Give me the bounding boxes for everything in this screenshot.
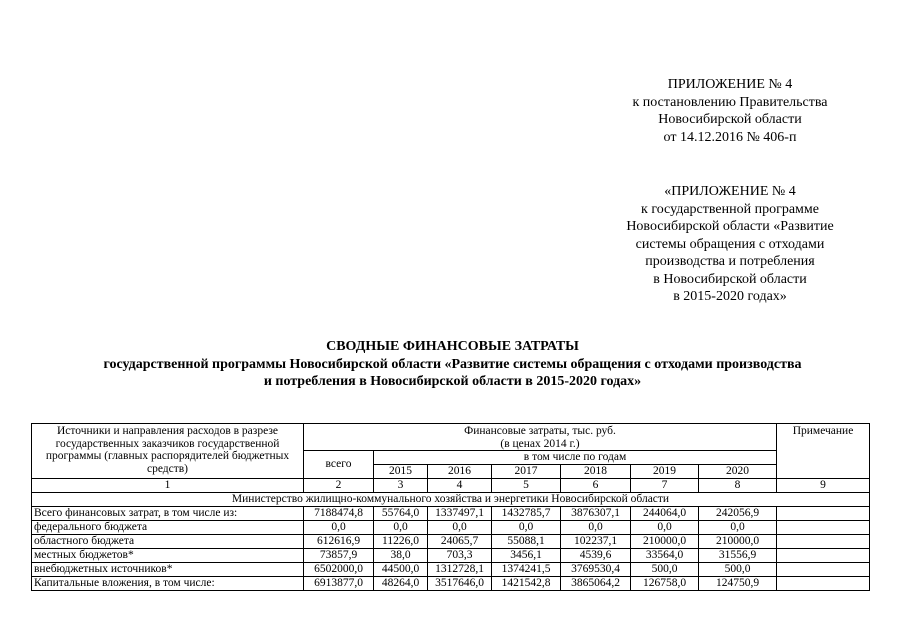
cell-value: 0,0 [304,521,374,535]
cell-value: 55764,0 [374,507,428,521]
header-costs-line: Финансовые затраты, тыс. руб. [464,425,616,437]
row-label: местных бюджетов* [32,549,304,563]
appendix-program-line: производства и потребления [645,254,815,269]
column-number: 8 [699,479,777,493]
appendix-program-line: «ПРИЛОЖЕНИЕ № 4 [664,184,796,199]
header-year: 2018 [561,465,631,479]
appendix-program-line: системы обращения с отходами [635,236,825,252]
section-row [32,493,870,507]
cell-value: 1421542,8 [492,577,561,591]
header-year: 2019 [631,465,699,479]
cell-note [777,535,870,549]
appendix-program-line: к государственной программе [641,201,819,217]
appendix-program-line: Новосибирской области «Развитие [626,219,834,234]
table-row [32,507,870,521]
row-label: Капитальные вложения, в том числе: [32,577,304,591]
column-number: 3 [374,479,428,493]
cell-note [777,521,870,535]
column-number: 1 [32,479,304,493]
cell-value: 124750,9 [699,577,777,591]
cell-value: 500,0 [699,563,777,577]
appendix-program-line: в 2015-2020 годах» [673,289,787,304]
header-total: всего [304,451,374,479]
cell-value: 0,0 [631,521,699,535]
cell-value: 0,0 [699,521,777,535]
cell-value: 1432785,7 [492,507,561,521]
heading-subtitle-line: государственной программы Новосибирской области «Развитие системы обращения с отходами производства [103,356,802,372]
column-number: 4 [428,479,492,493]
appendix-program-line: в Новосибирской области [653,271,807,287]
column-number: 6 [561,479,631,493]
cell-value: 612616,9 [304,535,374,549]
header-sources: Источники и направления расходов в разрезе государственных заказчиков государственной программы (главных распорядителей бюджетных средств) [32,424,304,479]
cell-note [777,549,870,563]
cell-value: 7188474,8 [304,507,374,521]
column-number: 2 [304,479,374,493]
cell-value: 500,0 [631,563,699,577]
cell-value: 3865064,2 [561,577,631,591]
appendix-decree-line: Новосибирской области [658,112,802,127]
cell-value: 3517646,0 [428,577,492,591]
row-label: федерального бюджета [32,521,304,535]
heading-subtitle-line: и потребления в Новосибирской области в 2015-2020 годах» [263,374,642,389]
heading-title: СВОДНЫЕ ФИНАНСОВЫЕ ЗАТРАТЫ [326,339,579,354]
cell-value: 3769530,4 [561,563,631,577]
cell-value: 48264,0 [374,577,428,591]
appendix-decree-block [590,76,870,146]
cell-value: 102237,1 [561,535,631,549]
cell-value: 1374241,5 [492,563,561,577]
header-costs-line: (в ценах 2014 г.) [500,437,580,450]
header-year: 2015 [374,465,428,479]
cell-value: 0,0 [561,521,631,535]
cell-value: 3876307,1 [561,507,631,521]
cell-value: 210000,0 [631,535,699,549]
header-year: 2020 [699,465,777,479]
cell-value: 24065,7 [428,535,492,549]
financial-costs-table [31,423,870,591]
cell-value: 31556,9 [699,549,777,563]
header-note: Примечание [777,424,870,479]
cell-value: 55088,1 [492,535,561,549]
table-row [32,521,870,535]
cell-value: 73857,9 [304,549,374,563]
cell-value: 244064,0 [631,507,699,521]
row-label: областного бюджета [32,535,304,549]
header-year: 2017 [492,465,561,479]
table-body [32,507,870,591]
cell-value: 210000,0 [699,535,777,549]
table-row [32,577,870,591]
cell-note [777,563,870,577]
cell-value: 44500,0 [374,563,428,577]
cell-value: 38,0 [374,549,428,563]
cell-note [777,507,870,521]
table-row [32,563,870,577]
section-title: Министерство жилищно-коммунального хозяйства и энергетики Новосибирской области [32,493,870,507]
cell-value: 0,0 [374,521,428,535]
column-numbers-row [32,479,870,493]
cell-value: 6502000,0 [304,563,374,577]
row-label: внебюджетных источников* [32,563,304,577]
row-label: Всего финансовых затрат, в том числе из: [32,507,304,521]
cell-value: 1337497,1 [428,507,492,521]
cell-value: 703,3 [428,549,492,563]
appendix-decree-line: к постановлению Правительства [632,94,828,110]
document-heading [40,338,865,391]
table-row [32,535,870,549]
column-number: 7 [631,479,699,493]
cell-note [777,577,870,591]
column-number: 5 [492,479,561,493]
cell-value: 6913877,0 [304,577,374,591]
table-header-row [32,424,870,451]
cell-value: 0,0 [428,521,492,535]
header-costs [304,424,777,451]
cell-value: 4539,6 [561,549,631,563]
appendix-program-block [590,183,870,306]
cell-value: 126758,0 [631,577,699,591]
cell-value: 242056,9 [699,507,777,521]
cell-value: 1312728,1 [428,563,492,577]
header-by-years: в том числе по годам [374,451,777,465]
cell-value: 11226,0 [374,535,428,549]
cell-value: 3456,1 [492,549,561,563]
cell-value: 33564,0 [631,549,699,563]
header-year: 2016 [428,465,492,479]
column-number: 9 [777,479,870,493]
cell-value: 0,0 [492,521,561,535]
appendix-decree-line: от 14.12.2016 № 406-п [663,129,797,145]
table-row [32,549,870,563]
appendix-decree-line: ПРИЛОЖЕНИЕ № 4 [667,77,793,92]
